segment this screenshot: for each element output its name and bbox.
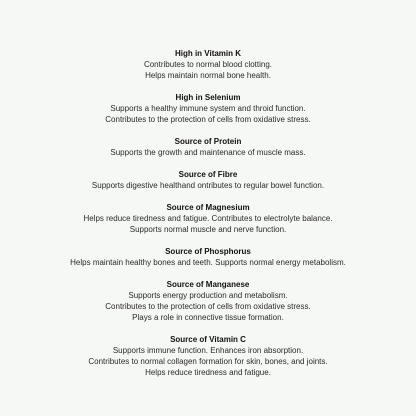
benefit-line: Helps reduce tiredness and fatigue. Contributes to electrolyte balance. (83, 214, 333, 223)
benefit-line: Supports energy production and metabolism. (128, 291, 288, 300)
benefit-line: Contributes to normal collagen formation for skin, bones, and joints. (88, 357, 328, 366)
benefit-phosphorus (0, 246, 416, 268)
benefit-manganese (0, 279, 416, 323)
benefit-title: Source of Vitamin C (170, 335, 246, 344)
benefit-selenium (0, 92, 416, 125)
benefit-line: Supports normal muscle and nerve function. (129, 225, 287, 234)
benefit-protein (0, 136, 416, 158)
benefit-line: Supports the growth and maintenance of muscle mass. (110, 148, 306, 157)
benefit-fibre (0, 169, 416, 191)
benefit-line: Contributes to normal blood clotting. (143, 60, 273, 69)
benefit-line: Helps maintain healthy bones and teeth. Supports normal energy metabolism. (70, 258, 346, 267)
benefit-magnesium (0, 202, 416, 235)
benefit-title: High in Selenium (175, 93, 241, 102)
benefit-line: Helps maintain normal bone health. (145, 71, 271, 80)
benefit-vitamin-k (0, 48, 416, 81)
benefit-line: Plays a role in connective tissue formation. (132, 313, 284, 322)
benefit-title: Source of Magnesium (166, 203, 250, 212)
benefit-title: High in Vitamin K (174, 49, 242, 58)
nutrition-benefits-list (0, 48, 416, 389)
benefit-line: Supports immune function. Enhances iron absorption. (112, 346, 304, 355)
benefit-title: Source of Protein (174, 137, 242, 146)
benefit-line: Supports digestive healthand ontributes to regular bowel function. (91, 181, 325, 190)
benefit-vitamin-c (0, 334, 416, 378)
benefit-line: Supports a healthy immune system and throid function. (110, 104, 306, 113)
benefit-line: Contributes to the protection of cells from oxidative stress. (105, 302, 311, 311)
benefit-title: Source of Fibre (178, 170, 238, 179)
benefit-line: Contributes to the protection of cells from oxidative stress. (105, 115, 311, 124)
benefit-title: Source of Manganese (166, 280, 250, 289)
benefit-title: Source of Phosphorus (165, 247, 251, 256)
benefit-line: Helps reduce tiredness and fatigue. (145, 368, 271, 377)
